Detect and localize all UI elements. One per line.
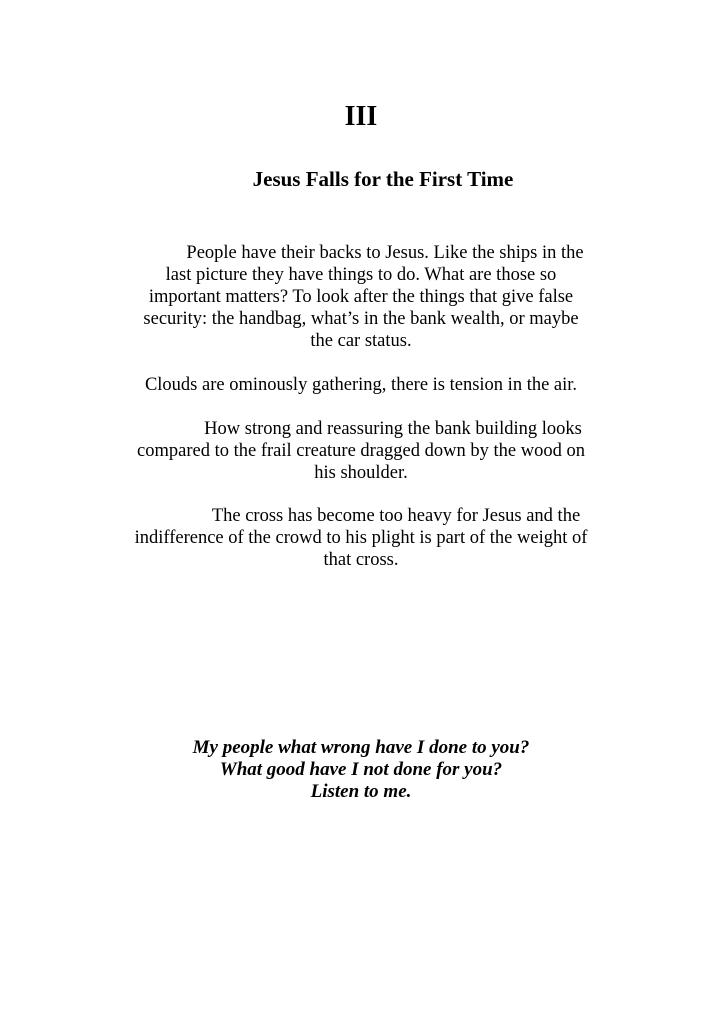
paragraph-line: last picture they have things to do. What are those so bbox=[165, 265, 557, 285]
paragraph-line: important matters? To look after the things that give false bbox=[148, 287, 574, 307]
paragraph-clouds bbox=[90, 374, 632, 396]
refrain-line: My people what wrong have I done to you? bbox=[192, 737, 530, 758]
chapter-numeral: III bbox=[344, 101, 378, 132]
refrain-quote bbox=[0, 737, 722, 803]
chapter-title: Jesus Falls for the First Time bbox=[252, 167, 514, 191]
paragraph-line: indifference of the crowd to his plight is part of the weight of bbox=[134, 528, 588, 548]
paragraph-line: compared to the frail creature dragged down by the wood on bbox=[137, 441, 585, 461]
paragraph-line: Clouds are ominously gathering, there is tension in the air. bbox=[144, 375, 578, 395]
paragraph-line: security: the handbag, what’s in the bank wealth, or maybe bbox=[143, 309, 579, 329]
paragraph-line: People have their backs to Jesus. Like the ships in the bbox=[186, 243, 584, 263]
refrain-line: What good have I not done for you? bbox=[219, 759, 503, 780]
paragraph-bank-building bbox=[90, 418, 632, 484]
paragraph-line: his shoulder. bbox=[314, 463, 408, 483]
paragraph-line: The cross has become too heavy for Jesus and the bbox=[211, 506, 581, 526]
paragraph-line: How strong and reassuring the bank building looks bbox=[204, 419, 582, 439]
paragraph-backs-to-jesus bbox=[90, 242, 632, 352]
paragraph-line: that cross. bbox=[323, 550, 399, 570]
refrain-line: Listen to me. bbox=[310, 781, 412, 802]
paragraph-line: the car status. bbox=[310, 331, 412, 351]
paragraph-cross-heavy bbox=[90, 505, 632, 571]
